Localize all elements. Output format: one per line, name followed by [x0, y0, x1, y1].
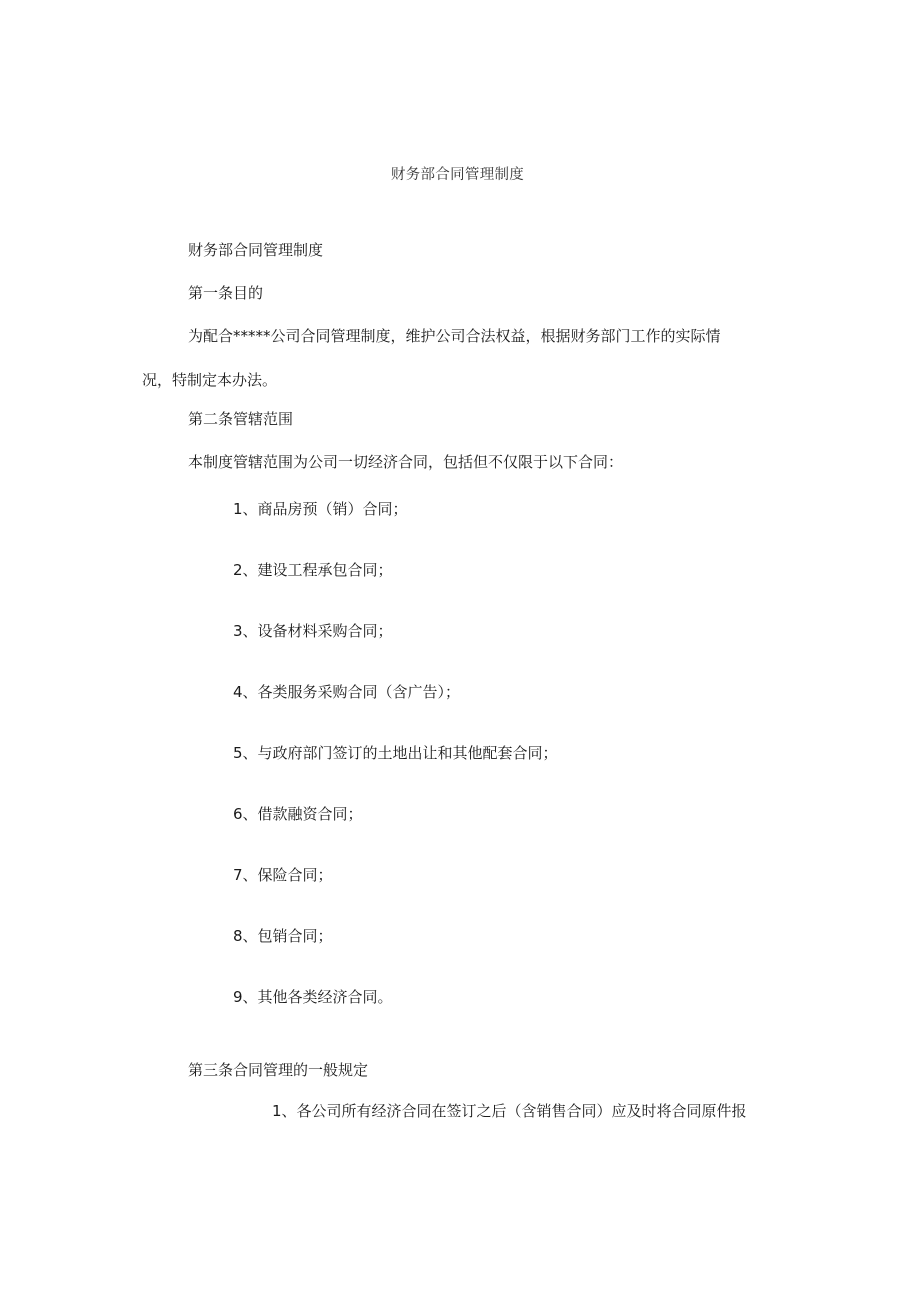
list-item: 1、商品房预（销）合同； [233, 500, 408, 518]
article-3-item-1: 1、各公司所有经济合同在签订之后（含销售合同）应及时将合同原件报 [272, 1102, 747, 1120]
list-item: 2、建设工程承包合同； [233, 561, 393, 579]
article-2-title: 第二条管辖范围 [188, 410, 294, 428]
document-heading: 财务部合同管理制度 [188, 241, 324, 259]
list-item: 5、与政府部门签订的土地出让和其他配套合同； [233, 744, 558, 762]
article-1-title: 第一条目的 [188, 284, 264, 302]
list-item: 6、借款融资合同； [233, 805, 363, 823]
list-item: 7、保险合同； [233, 866, 333, 884]
list-item: 4、各类服务采购合同（含广告）； [233, 683, 461, 701]
document-title: 财务部合同管理制度 [390, 167, 525, 183]
list-item: 8、包销合同； [233, 927, 333, 945]
article-1-body-line-1: 为配合*****公司合同管理制度，维护公司合法权益，根据财务部门工作的实际情 [188, 327, 721, 345]
list-item: 9、其他各类经济合同。 [233, 988, 393, 1006]
article-1-body-line-2: 况，特制定本办法。 [142, 371, 278, 389]
article-2-intro: 本制度管辖范围为公司一切经济合同，包括但不仅限于以下合同： [188, 453, 624, 471]
list-item: 3、设备材料采购合同； [233, 622, 393, 640]
article-3-title: 第三条合同管理的一般规定 [188, 1061, 369, 1079]
